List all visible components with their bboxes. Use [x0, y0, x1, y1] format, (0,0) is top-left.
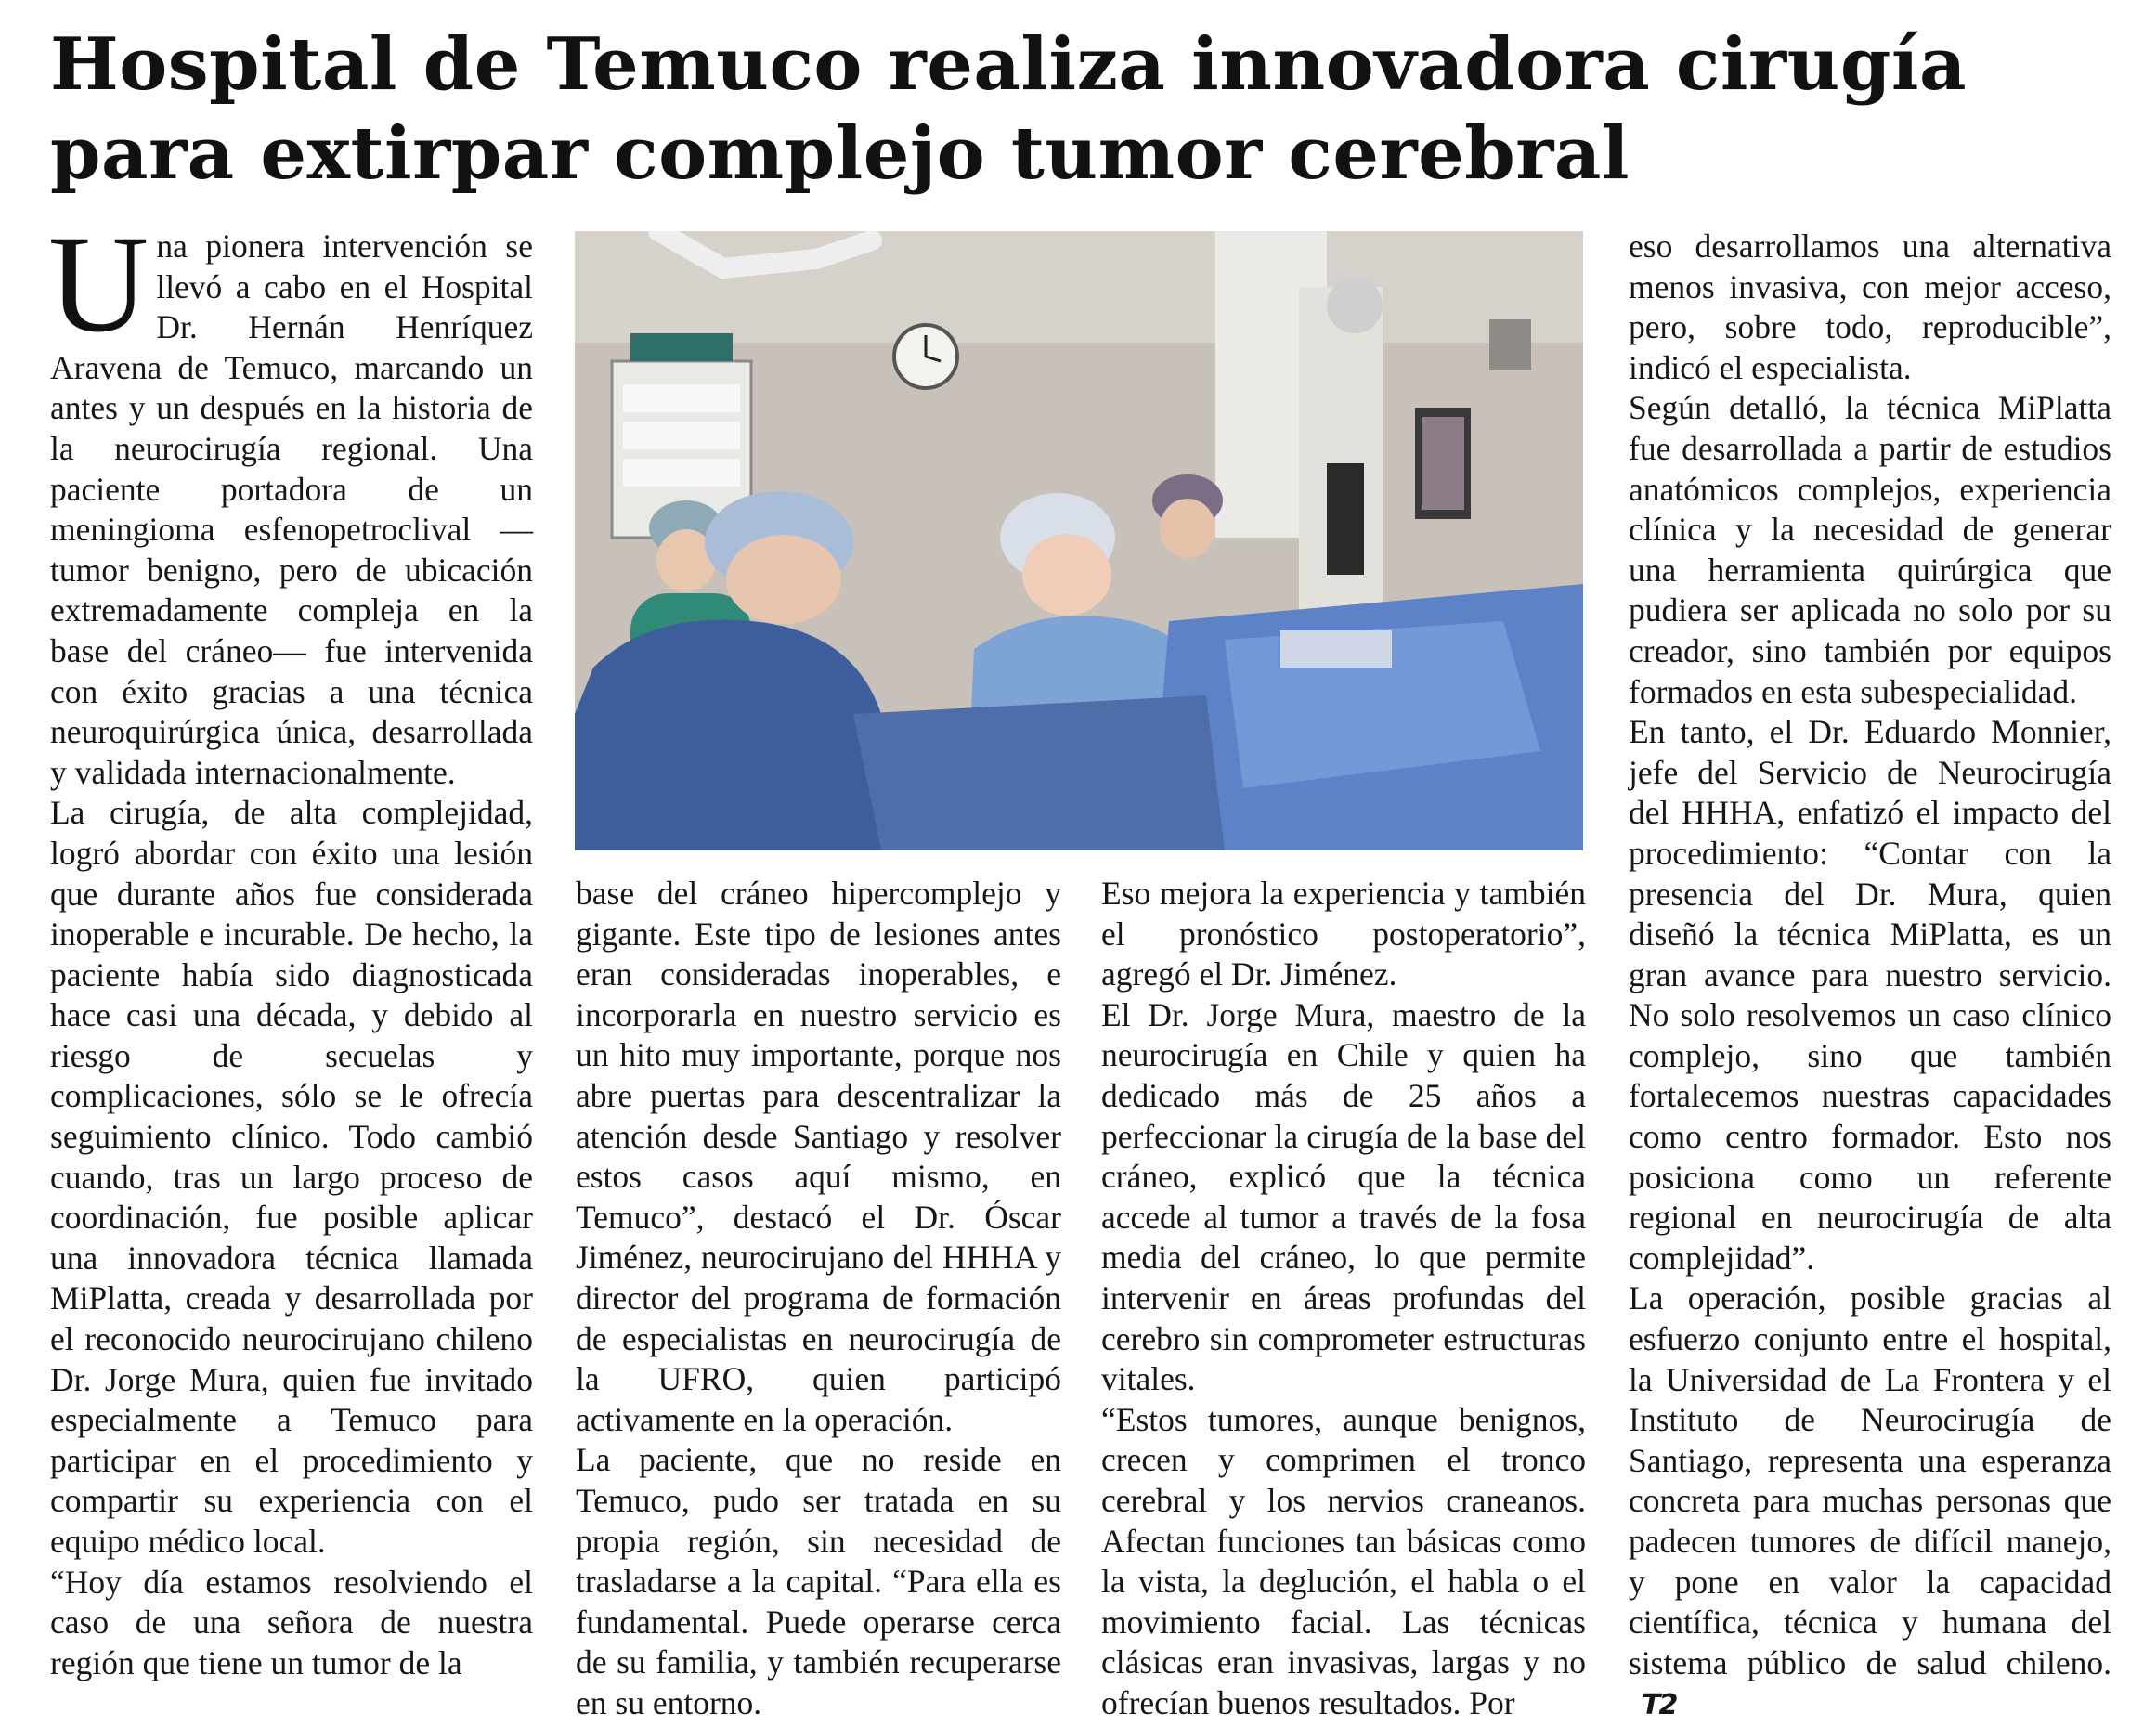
- paragraph: En tanto, el Dr. Eduardo Monnier, jefe del Servicio de Neurocirugía del HHHA, enfatizó el impacto del procedimiento: “Contar con la presencia del Dr. Mura, quien diseñó la técnica MiPlatta, es un gran avance para nuestro servicio. No solo resolvemos un caso clínico complejo, sino que también fortalecemos nuestras capacidades como centro formador. Esto nos posiciona como un referente regional en neurocirugía de alta complejidad”.: [1629, 713, 2111, 1277]
- paragraph: Según detalló, la técnica MiPlatta fue desarrollada a partir de estudios anatómicos complejos, experiencia clínica y la necesidad de generar una herramienta quirúrgica que pudiera ser aplicada no solo por su creador, sino también por equipos formados en esta subespecialidad.: [1629, 389, 2111, 710]
- surgery-scene-illustration: [575, 231, 1583, 850]
- article-column-4: [1629, 227, 2111, 1726]
- paragraph: base del cráneo hipercomplejo y gigante. Este tipo de lesiones antes eran consideradas inoperables, e incorporarla en nuestro servicio es un hito muy importante, porque nos abre puertas para descentralizar la atención desde Santiago y resolver estos casos aquí mismo, en Temuco”, destacó el Dr. Óscar Jiménez, neurocirujano del HHHA y director del programa de formación de especialistas en neurocirugía de la UFRO, quien participó activamente en la operación.: [576, 875, 1061, 1438]
- operating-room-photo: [575, 231, 1583, 850]
- article-column-3: [1101, 874, 1586, 1723]
- paragraph: “Hoy día estamos resolviendo el caso de una señora de nuestra región que tiene un tumor de la: [50, 1563, 533, 1681]
- paragraph-text: La operación, posible gracias al esfuerzo conjunto entre el hospital, la Universidad de La Frontera y el Instituto de Neurocirugía de Santiago, representa una esperanza concreta para muchas personas que padecen tumores de difícil manejo, y pone en valor la capacidad científica, técnica y humana del sistema público de salud chileno.: [1629, 1279, 2111, 1681]
- paragraph: La cirugía, de alta complejidad, logró abordar con éxito una lesión que durante años fue considerada inoperable e incurable. De hecho, la paciente había sido diagnosticada hace casi una década, y debido al riesgo de secuelas y complicaciones, sólo se le ofrecía seguimiento clínico. Todo cambió cuando, tras un largo proceso de coordinación, fue posible aplicar una innovadora técnica llamada MiPlatta, creada y desarrollada por el reconocido neurocirujano chileno Dr. Jorge Mura, quien fue invitado especialmente a Temuco para participar en el procedimiento y compartir su experiencia con el equipo médico local.: [50, 794, 533, 1560]
- paragraph: [48, 207, 533, 793]
- paragraph: El Dr. Jorge Mura, maestro de la neurocirugía en Chile y quien ha dedicado más de 25 años a perfeccionar la cirugía de la base del cráneo, explicó que la técnica accede al tumor a través de la fosa media del cráneo, lo que permite intervenir en áreas profundas del cerebro sin comprometer estructuras vitales.: [1101, 995, 1586, 1398]
- headline: Hospital de Temuco realiza innovadora cirugía para extirpar complejo tumor cerebral: [50, 22, 1968, 196]
- drop-cap: U: [48, 207, 149, 361]
- paragraph: [1629, 1278, 2111, 1726]
- article-column-2: [576, 874, 1061, 1723]
- paragraph: “Estos tumores, aunque benignos, crecen y comprimen el tronco cerebral y los nervios craneanos. Afectan funciones tan básicas como la vista, la deglución, el habla o el movimiento facial. Las técnicas clásicas eran invasivas, largas y no ofrecían buenos resultados. Por: [1101, 1400, 1586, 1721]
- paragraph-text: na pionera intervención se llevó a cabo en el Hospital Dr. Hernán Henríquez Aravena de Temuco, marcando un antes y un después en la historia de la neurocirugía regional. Una paciente portadora de un meningioma esfenopetroclival —tumor benigno, pero de ubicación extremadamente compleja en la base del cráneo— fue intervenida con éxito gracias a una técnica neuroquirúrgica única, desarrollada y validada internacionalmente.: [50, 227, 533, 791]
- end-of-article-logo: T2: [1642, 1689, 1677, 1722]
- paragraph: eso desarrollamos una alternativa menos invasiva, con mejor acceso, pero, sobre todo, reproducible”, indicó el especialista.: [1629, 227, 2111, 386]
- paragraph: Eso mejora la experiencia y también el pronóstico postoperatorio”, agregó el Dr. Jiménez.: [1101, 875, 1586, 993]
- article-column-1: [48, 207, 533, 1683]
- paragraph: La paciente, que no reside en Temuco, pudo ser tratada en su propia región, sin necesidad de trasladarse a la capital. “Para ella es fundamental. Puede operarse cerca de su familia, y también recuperarse en su entorno.: [576, 1441, 1061, 1721]
